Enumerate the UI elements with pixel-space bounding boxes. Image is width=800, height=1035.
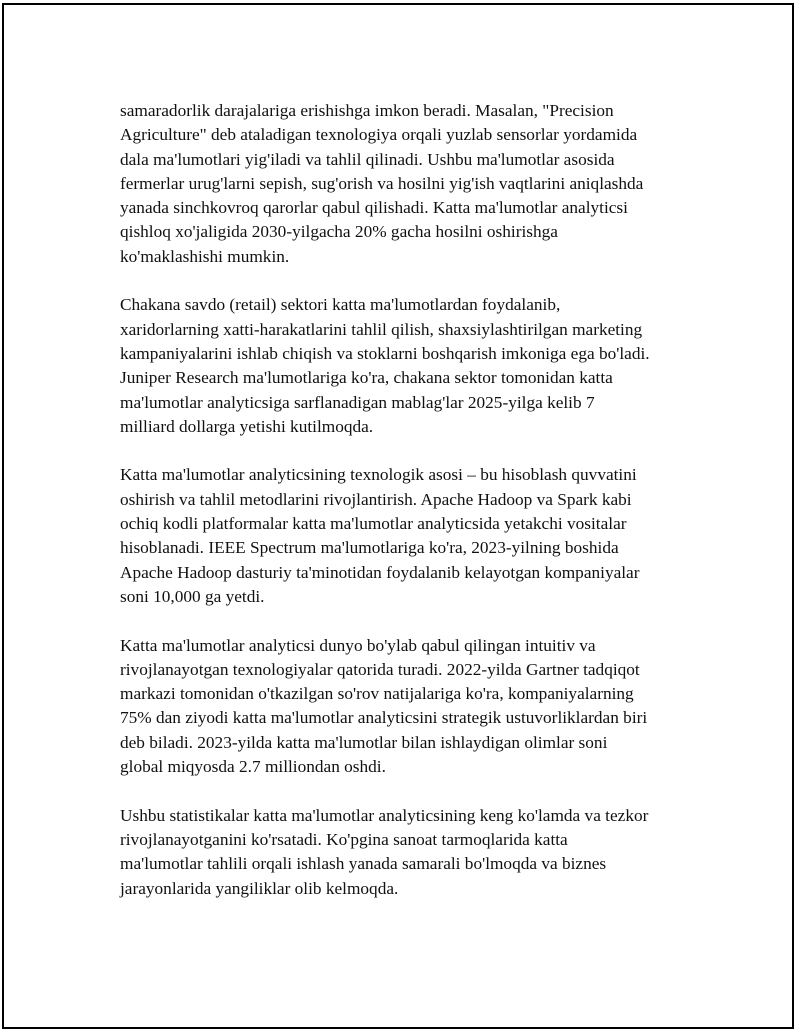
text-line: Katta ma'lumotlar analyticsining texnologik asosi – bu hisoblash quvvatini: [120, 465, 637, 485]
text-line: global miqyosda 2.7 milliondan oshdi.: [120, 757, 386, 777]
text-line: jarayonlarida yangiliklar olib kelmoqda.: [120, 878, 399, 898]
text-line: Katta ma'lumotlar analyticsi dunyo bo'ylab qabul qilingan intuitiv va: [120, 635, 596, 655]
paragraph-1: [120, 99, 700, 269]
document-page: [2, 3, 794, 1029]
text-line: samaradorlik darajalariga erishishga imkon beradi. Masalan, "Precision: [120, 101, 614, 120]
text-line: yanada sinchkovroq qarorlar qabul qilishadi. Katta ma'lumotlar analyticsi: [120, 198, 628, 218]
text-line: milliard dollarga yetishi kutilmoqda.: [120, 416, 374, 436]
text-line: Ushbu statistikalar katta ma'lumotlar analyticsining keng ko'lamda va tezkor: [120, 805, 649, 825]
text-line: fermerlar urug'larni sepish, sug'orish va hosilni yig'ish vaqtlarini aniqlashda: [120, 173, 644, 193]
text-line: soni 10,000 ga yetdi.: [120, 586, 265, 606]
text-line: Chakana savdo (retail) sektori katta ma'lumotlardan foydalanib,: [120, 295, 561, 315]
text-line: ochiq kodli platformalar katta ma'lumotlar analyticsida yetakchi vositalar: [120, 514, 627, 534]
text-line: Agriculture" deb ataladigan texnologiya orqali yuzlab sensorlar yordamida: [120, 125, 638, 145]
text-line: dala ma'lumotlari yig'iladi va tahlil qilinadi. Ushbu ma'lumotlar asosida: [120, 149, 615, 169]
text-line: ma'lumotlar analyticsiga sarflanadigan mablag'lar 2025-yilga kelib 7: [120, 392, 595, 412]
paragraph-2: [120, 293, 700, 439]
paragraph-4: [120, 634, 700, 780]
text-line: deb biladi. 2023-yilda katta ma'lumotlar bilan ishlaydigan olimlar soni: [120, 732, 608, 752]
text-line: rivojlanayotganini ko'rsatadi. Ko'pgina sanoat tarmoqlarida katta: [120, 829, 568, 849]
text-line: ma'lumotlar tahlili orqali ishlash yanada samarali bo'lmoqda va biznes: [120, 854, 607, 874]
text-line: markazi tomonidan o'tkazilgan so'rov natijalariga ko'ra, kompaniyalarning: [120, 684, 634, 704]
text-line: oshirish va tahlil metodlarini rivojlantirish. Apache Hadoop va Spark kabi: [120, 489, 632, 509]
text-line: hisoblanadi. IEEE Spectrum ma'lumotlariga ko'ra, 2023-yilning boshida: [120, 538, 619, 558]
text-line: qishloq xo'jaligida 2030-yilgacha 20% gacha hosilni oshirishga: [120, 222, 558, 242]
document-body: [120, 99, 700, 925]
text-line: xaridorlarning xatti-harakatlarini tahlil qilish, shaxsiylashtirilgan marketing: [120, 319, 643, 339]
text-line: Juniper Research ma'lumotlariga ko'ra, chakana sektor tomonidan katta: [120, 368, 613, 388]
text-line: ko'maklashishi mumkin.: [120, 246, 290, 266]
text-line: kampaniyalarini ishlab chiqish va stoklarni boshqarish imkoniga ega bo'ladi.: [120, 343, 650, 363]
text-line: rivojlanayotgan texnologiyalar qatorida turadi. 2022-yilda Gartner tadqiqot: [120, 659, 640, 679]
text-line: Apache Hadoop dasturiy ta'minotidan foydalanib kelayotgan kompaniyalar: [120, 562, 640, 582]
paragraph-3: [120, 463, 700, 609]
paragraph-5: [120, 804, 700, 901]
text-line: 75% dan ziyodi katta ma'lumotlar analyticsini strategik ustuvorliklardan biri: [120, 708, 648, 728]
